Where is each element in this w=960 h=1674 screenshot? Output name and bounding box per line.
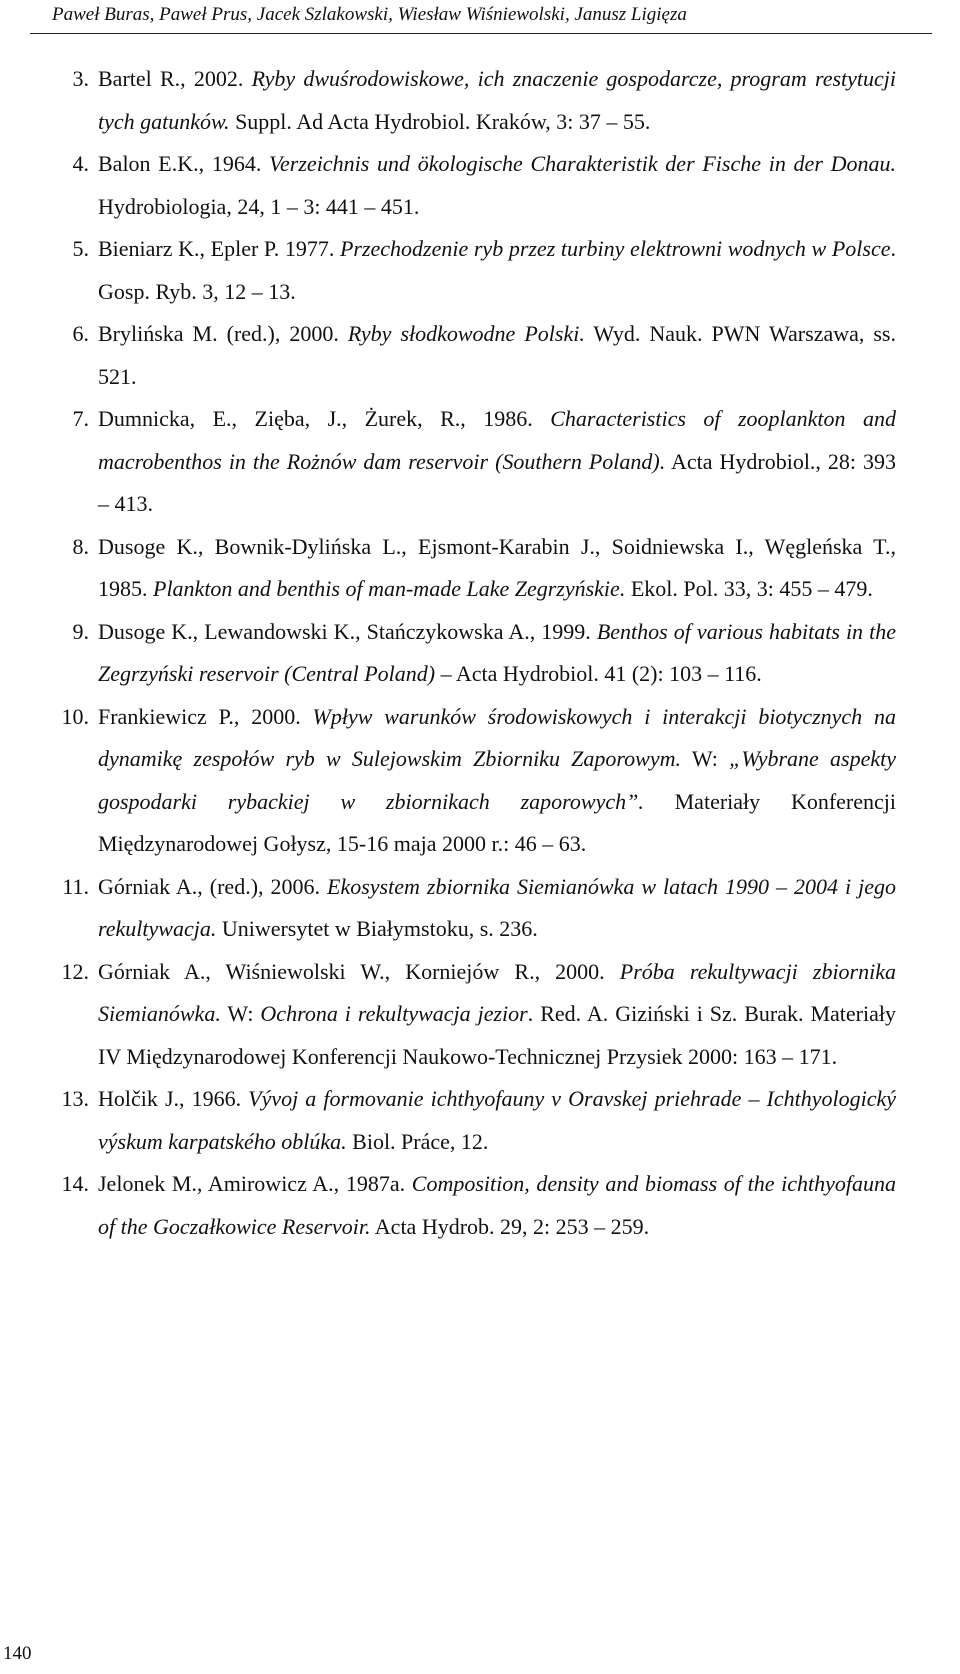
reference-title: Próba rekultywacji zbiornika Siemianówka. [98, 958, 896, 1026]
reference-number: 4. [72, 151, 89, 176]
reference-text: Balon E.K., 1964. [98, 151, 270, 176]
reference-number: 3. [72, 66, 89, 91]
reference-title: Ochrona i rekultywacja jezior [260, 1001, 528, 1026]
reference-text: Frankiewicz P., 2000. [98, 703, 313, 729]
reference-item [0, 58, 960, 143]
reference-text: Dumnicka, E., Zięba, J., Żurek, R., 1986. [98, 406, 551, 431]
reference-text: Bartel R., 2002. [98, 66, 252, 91]
reference-text: Górniak A., (red.), 2006. [98, 873, 328, 899]
reference-number: 6. [72, 321, 89, 346]
reference-text: . Red. A. Giziński i Sz. Burak. Materiały IV Międzynarodowej Konferencji Naukowo-Technicznej Przysiek 2000: 163 – 171. [98, 1001, 897, 1069]
reference-text: Acta Hydrobiol., 28: 393 – 413. [98, 448, 896, 516]
reference-text: W: [681, 746, 730, 771]
reference-title: „Wybrane aspekty gospodarki rybackiej w zbiornikach zaporowych”. [98, 746, 896, 814]
reference-item [0, 1078, 960, 1163]
reference-number: 5. [72, 236, 89, 261]
reference-number: 9. [72, 618, 89, 644]
reference-item [0, 313, 960, 398]
reference-text: Brylińska M. (red.), 2000. [98, 321, 348, 346]
reference-item [0, 526, 960, 611]
reference-item [0, 951, 960, 1079]
reference-text: Biol. Práce, 12. [346, 1128, 489, 1154]
reference-title: Ekosystem zbiornika Siemianówka w latach 1990 – 2004 i jego rekultywacja. [98, 873, 896, 941]
reference-text: Jelonek M., Amirowicz A., 1987a. [98, 1171, 412, 1196]
reference-text: – Acta Hydrobiol. 41 (2): 103 – 116. [435, 661, 762, 686]
reference-text: Bieniarz K., Epler P. 1977. [98, 236, 340, 261]
reference-text: Górniak A., Wiśniewolski W., Korniejów R., 2000. [98, 958, 620, 984]
reference-text: Acta Hydrob. 29, 2: 253 – 259. [370, 1213, 650, 1239]
reference-text: Hydrobiologia, 24, 1 – 3: 441 – 451. [98, 193, 420, 219]
reference-text: Holčik J., 1966. [98, 1086, 249, 1111]
reference-text: Dusoge K., Lewandowski K., Stańczykowska A., 1999. [98, 618, 597, 644]
reference-text: Wyd. Nauk. PWN Warszawa, ss. 521. [98, 321, 896, 389]
reference-item [0, 611, 960, 696]
reference-number: 13. [61, 1086, 89, 1111]
reference-number: 11. [62, 873, 89, 899]
reference-text: Uniwersytet w Białymstoku, s. 236. [216, 916, 538, 941]
reference-item [0, 866, 960, 951]
reference-list [0, 58, 960, 1248]
reference-item [0, 1163, 960, 1248]
reference-number: 7. [72, 406, 89, 431]
reference-text: Dusoge K., Bownik-Dylińska L., Ejsmont-Karabin J., Soidniewska I., Węgleńska T., 1985. [98, 533, 896, 601]
reference-title: Characteristics of zooplankton and macrobenthos in the Rożnów dam reservoir (Southern Poland). [98, 406, 896, 474]
reference-text: . Gosp. Ryb. 3, 12 – 13. [98, 236, 896, 304]
reference-title: Benthos of various habitats in the Zegrzyński reservoir (Central Poland) [98, 618, 896, 686]
reference-title: Przechodzenie ryb przez turbiny elektrowni wodnych w Polsce [339, 236, 891, 261]
reference-number: 12. [61, 958, 89, 984]
reference-text: Suppl. Ad Acta Hydrobiol. Kraków, 3: 37 – 55. [229, 108, 651, 134]
reference-item [0, 398, 960, 526]
reference-number: 10. [61, 703, 89, 729]
header-authors: Paweł Buras, Paweł Prus, Jacek Szlakowski, Wiesław Wiśniewolski, Janusz Ligięza [52, 4, 687, 25]
reference-item [0, 696, 960, 866]
reference-item [0, 143, 960, 228]
reference-title: Plankton and benthis of man-made Lake Zegrzyńskie. [153, 576, 626, 601]
reference-text: Materiały Konferencji Międzynarodowej Gołysz, 15-16 maja 2000 r.: 46 – 63. [98, 788, 896, 856]
reference-text: W: [220, 1001, 261, 1026]
reference-title: Vývoj a formovanie ichthyofauny v Oravskej priehrade – Ichthyologický výskum karpatského oblúka. [98, 1086, 896, 1154]
reference-title: Ryby dwuśrodowiskowe, ich znaczenie gospodarcze, program restytucji tych gatunków. [98, 66, 896, 134]
header-rule [30, 33, 932, 34]
reference-title: Composition, density and biomass of the ichthyofauna of the Goczałkowice Reservoir. [98, 1171, 896, 1239]
reference-title: Verzeichnis und ökologische Charakteristik der Fische in der Donau. [269, 151, 896, 176]
reference-title: Wpływ warunków środowiskowych i interakcji biotycznych na dynamikę zespołów ryb w Sulejowskim Zbiorniku Zaporowym. [98, 703, 897, 771]
reference-number: 8. [72, 533, 89, 559]
reference-number: 14. [61, 1171, 89, 1196]
reference-title: Ryby słodkowodne Polski. [347, 321, 585, 346]
reference-text: Ekol. Pol. 33, 3: 455 – 479. [625, 576, 873, 601]
page-number: 140 [3, 1643, 32, 1664]
reference-item [0, 228, 960, 313]
running-header [0, 0, 960, 48]
